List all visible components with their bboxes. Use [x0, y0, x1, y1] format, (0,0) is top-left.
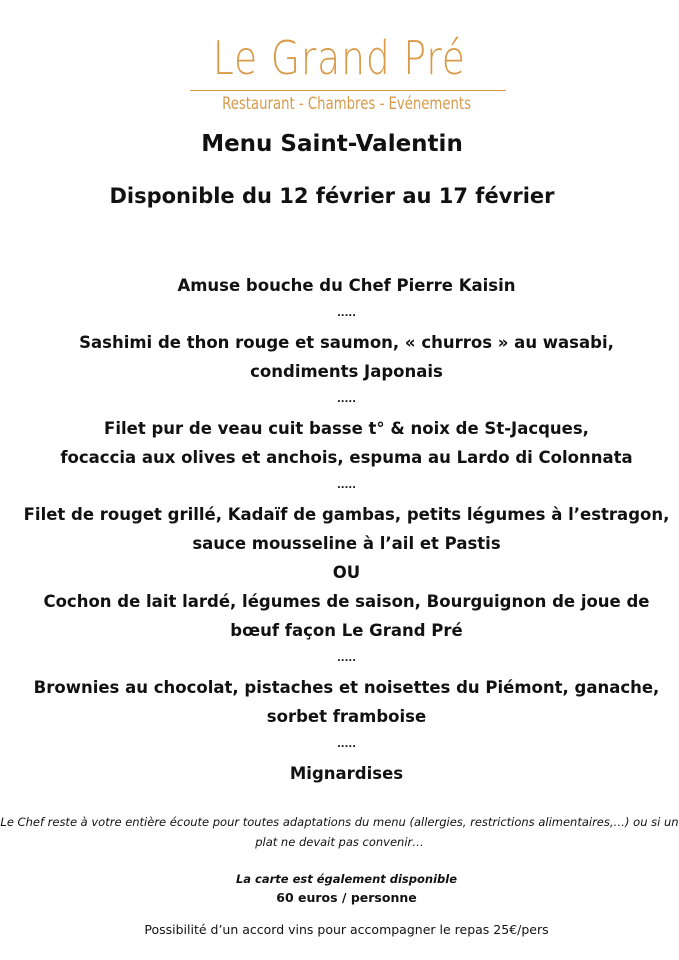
course-separator: ..... [337, 480, 356, 491]
course-separator: ..... [337, 394, 356, 405]
course-line: Brownies au chocolat, pistaches et noisettes du Piémont, ganache, [33, 678, 660, 697]
course-line: Cochon de lait lardé, légumes de saison, Bourguignon de joue de [43, 592, 650, 611]
course-or-label: OU [332, 563, 361, 582]
course-separator: ..... [337, 739, 356, 750]
chef-note [0, 812, 679, 852]
course-dessert [0, 673, 679, 731]
course-line: bœuf façon Le Grand Pré [230, 621, 463, 640]
menu-price: 60 euros / personne [276, 890, 417, 905]
chef-note-line: plat ne devait pas convenir… [255, 835, 424, 849]
availability-dates: Disponible du 12 février au 17 février [109, 184, 555, 208]
course-line: sauce mousseline à l’ail et Pastis [192, 534, 501, 553]
course-line: condiments Japonais [250, 362, 443, 381]
course-line: Filet pur de veau cuit basse t° & noix de St-Jacques, [104, 419, 589, 438]
menu-courses [0, 271, 679, 788]
logo-tagline-wrapper [0, 94, 679, 114]
carte-note: La carte est également disponible [235, 872, 458, 886]
course-line: Sashimi de thon rouge et saumon, « churros » au wasabi, [79, 333, 614, 352]
course-separator: ..... [337, 308, 356, 319]
course-starter-veal [0, 414, 679, 472]
logo-name: Le Grand Pré [212, 31, 467, 85]
page-title: Menu Saint-Valentin [201, 131, 463, 157]
course-separator: ..... [337, 653, 356, 664]
course-line: Filet de rouget grillé, Kadaïf de gambas, petits légumes à l’estragon, [23, 505, 670, 524]
course-mignardises [0, 759, 679, 788]
logo-divider [190, 90, 506, 91]
course-line: Mignardises [289, 764, 404, 783]
chef-note-line: Le Chef reste à votre entière écoute pour toutes adaptations du menu (allergies, restrictions alimentaires,…) ou si un [0, 815, 679, 829]
restaurant-logo [0, 30, 679, 86]
course-line: focaccia aux olives et anchois, espuma au Lardo di Colonnata [60, 448, 633, 467]
course-starter-sashimi [0, 328, 679, 386]
logo-tagline: Restaurant - Chambres - Evénements [222, 94, 471, 114]
course-line: sorbet framboise [266, 707, 427, 726]
course-amuse-bouche [0, 271, 679, 300]
course-line: Amuse bouche du Chef Pierre Kaisin [177, 276, 516, 295]
course-main-choice [0, 500, 679, 645]
wine-pairing-note: Possibilité d’un accord vins pour accompagner le repas 25€/pers [144, 922, 549, 937]
